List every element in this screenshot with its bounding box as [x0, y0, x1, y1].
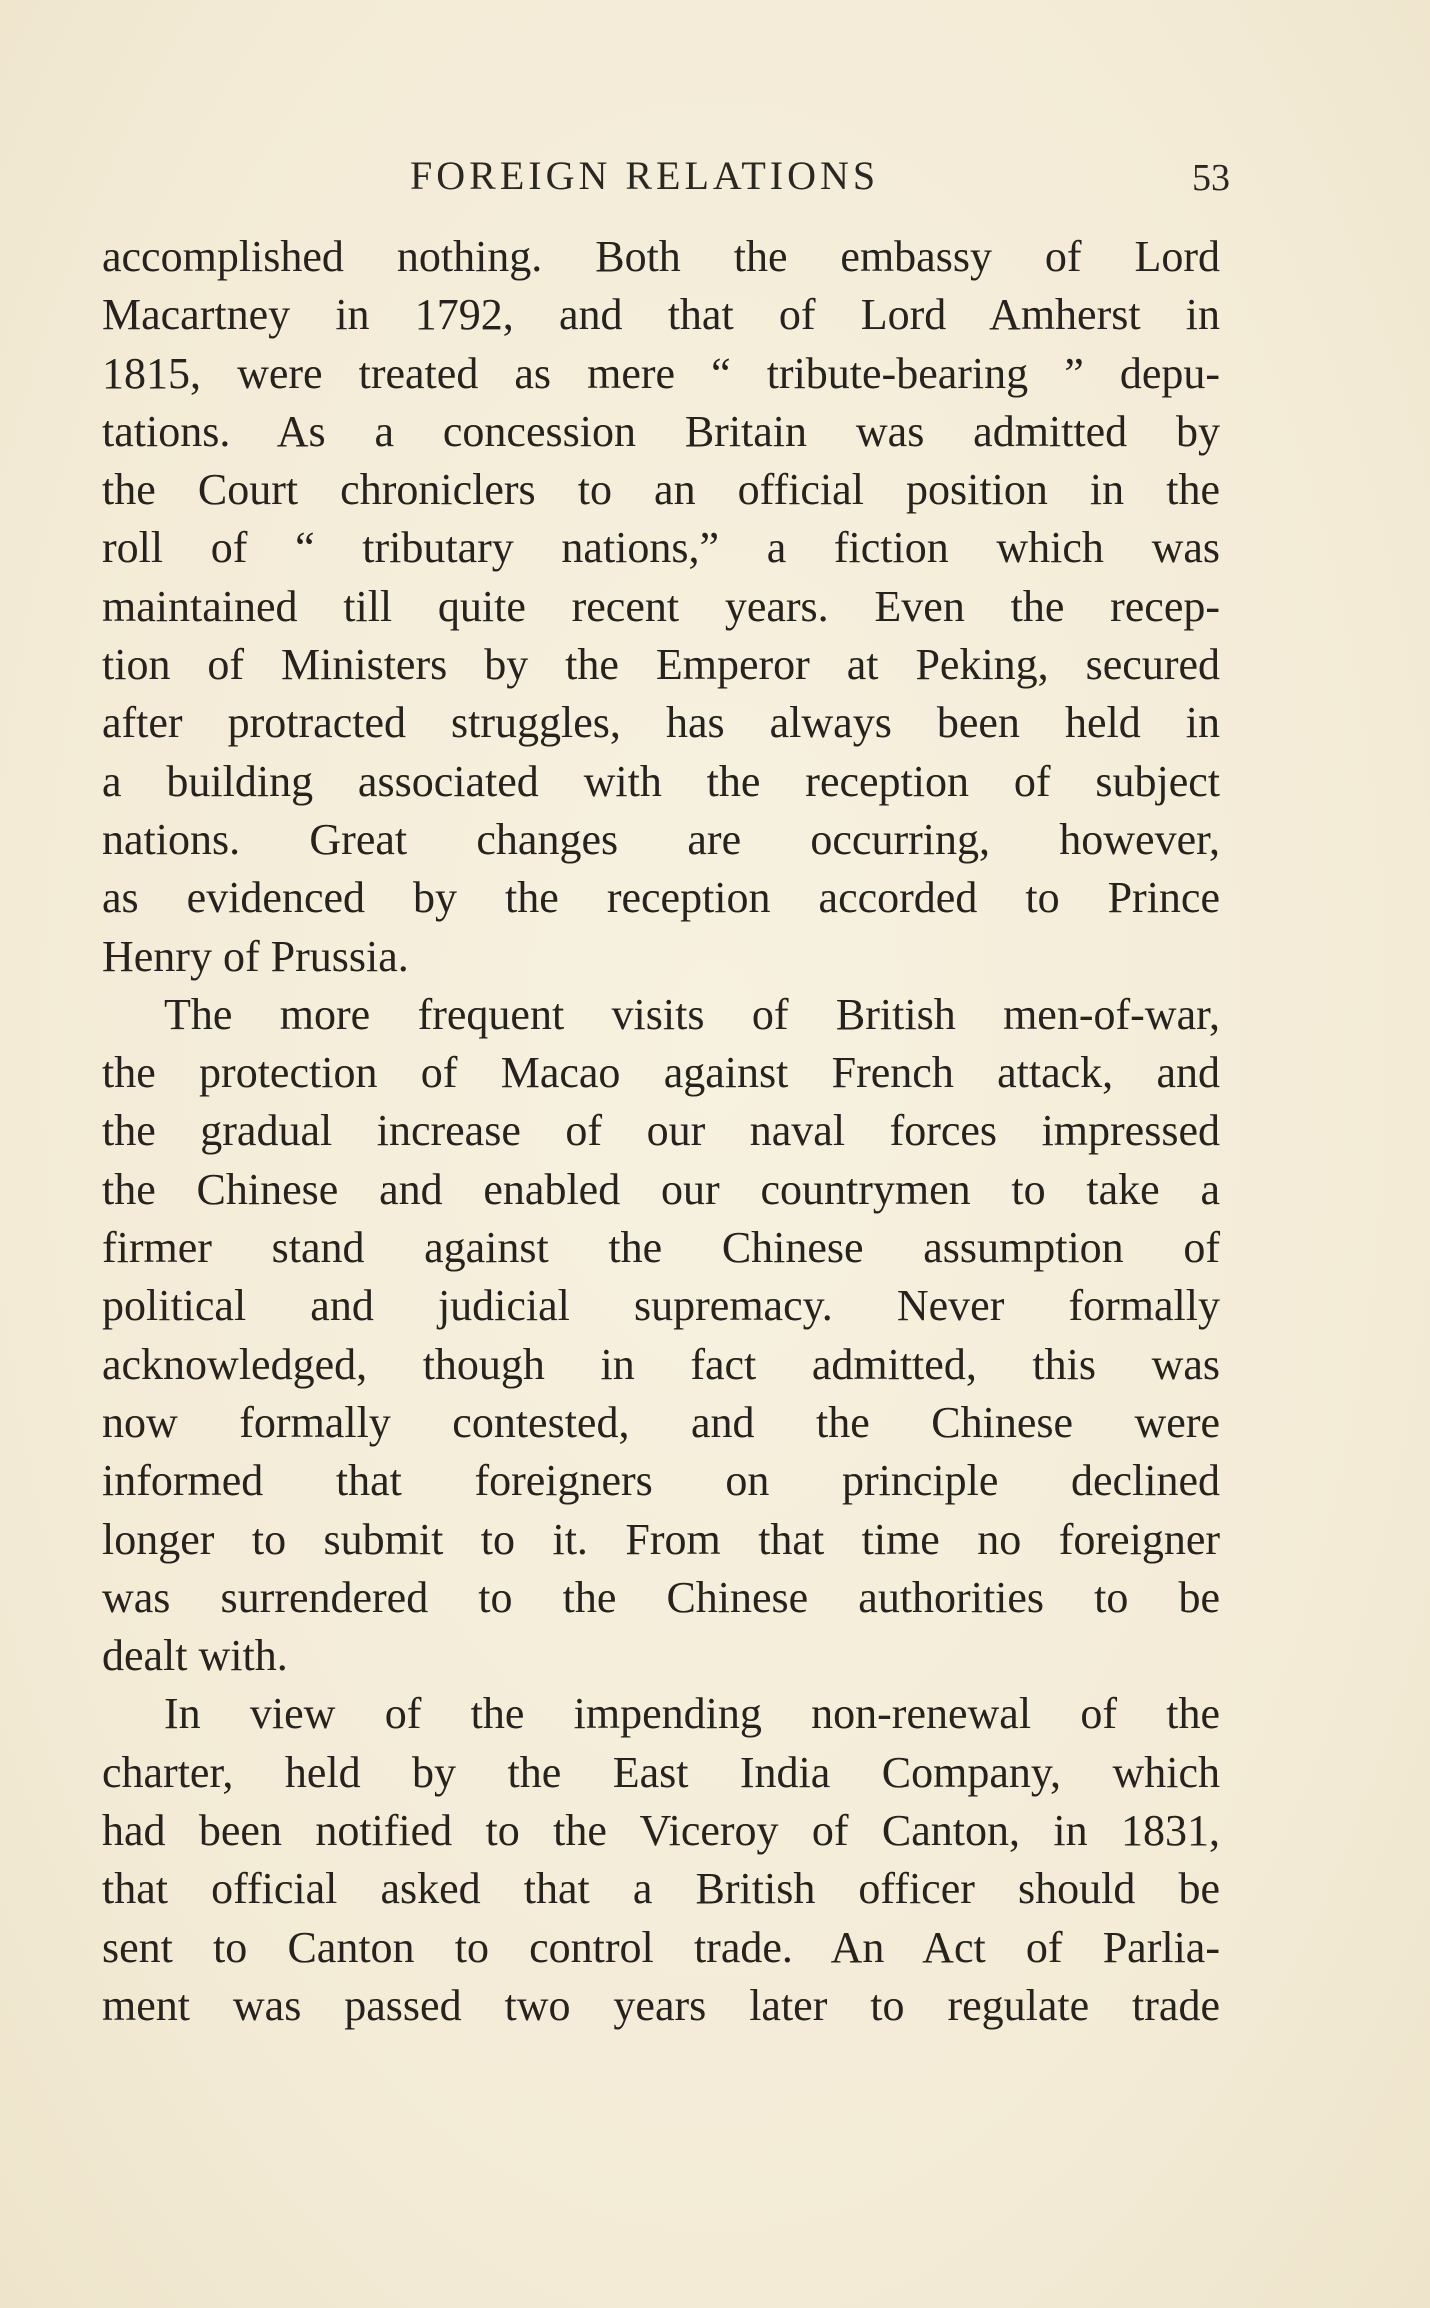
- text-line: the protection of Macao against French attack, and: [102, 1048, 1220, 1098]
- text-line: informed that foreigners on principle declined: [102, 1456, 1220, 1506]
- text-line: acknowledged, though in fact admitted, this was: [102, 1339, 1220, 1389]
- running-head: [100, 152, 1230, 212]
- running-title: FOREIGN RELATIONS: [410, 153, 880, 198]
- body-text: [102, 228, 1220, 2035]
- text-line: maintained till quite recent years. Even the recep-: [102, 581, 1220, 631]
- text-line: that official asked that a British officer should be: [102, 1864, 1220, 1914]
- text-line: longer to submit to it. From that time no foreigner: [102, 1514, 1220, 1564]
- page-number: 53: [1192, 157, 1230, 199]
- text-line: ment was passed two years later to regulate trade: [102, 1980, 1220, 2030]
- text-line: was surrendered to the Chinese authorities to be: [102, 1572, 1220, 1622]
- text-line: political and judicial supremacy. Never formally: [102, 1281, 1220, 1331]
- text-line: In view of the impending non-renewal of the: [164, 1689, 1220, 1739]
- text-line: nations. Great changes are occurring, however,: [102, 814, 1220, 864]
- text-line: tion of Ministers by the Emperor at Peking, secured: [102, 640, 1220, 690]
- text-line: the Chinese and enabled our countrymen to take a: [102, 1164, 1220, 1214]
- text-line: The more frequent visits of British men-of-war,: [164, 989, 1220, 1039]
- text-line: now formally contested, and the Chinese were: [102, 1397, 1220, 1447]
- text-line: after protracted struggles, has always been held in: [102, 698, 1220, 748]
- text-line: roll of “ tributary nations,” a fiction which was: [102, 523, 1220, 573]
- text-line: the gradual increase of our naval forces impressed: [102, 1106, 1220, 1156]
- text-line: dealt with.: [102, 1631, 288, 1681]
- text-line: 1815, were treated as mere “ tribute-bearing ” depu-: [102, 348, 1220, 398]
- text-line: firmer stand against the Chinese assumption of: [102, 1223, 1220, 1273]
- text-line: sent to Canton to control trade. An Act of Parlia-: [102, 1922, 1220, 1972]
- text-line: Macartney in 1792, and that of Lord Amherst in: [102, 290, 1220, 340]
- text-line: Henry of Prussia.: [102, 931, 409, 981]
- text-line: had been notified to the Viceroy of Canton, in 1831,: [102, 1806, 1220, 1856]
- text-line: a building associated with the reception of subject: [102, 756, 1220, 806]
- text-line: charter, held by the East India Company, which: [102, 1747, 1220, 1797]
- text-line: tations. As a concession Britain was admitted by: [102, 406, 1220, 456]
- text-line: the Court chroniclers to an official position in the: [102, 465, 1220, 515]
- text-line: accomplished nothing. Both the embassy of Lord: [102, 232, 1220, 281]
- text-line: as evidenced by the reception accorded to Prince: [102, 873, 1220, 923]
